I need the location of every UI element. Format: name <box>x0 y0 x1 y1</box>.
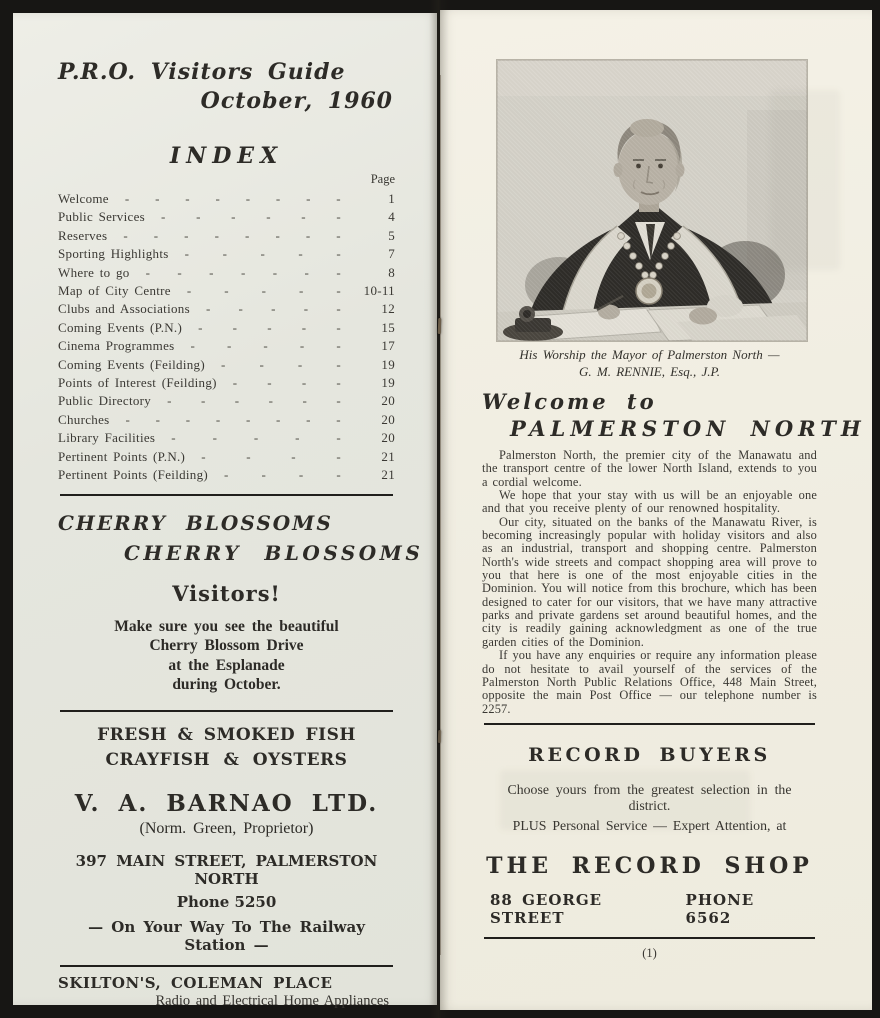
index-row <box>58 392 395 410</box>
cherry-ad-line: at the Esplanade <box>168 656 285 674</box>
index-dash-leader: - - - - - <box>198 319 341 335</box>
mayor-photo <box>497 60 807 341</box>
index-dash-leader: - - - - - <box>186 283 341 299</box>
index-row <box>58 208 395 226</box>
index-dash-leader: - - - - <box>201 448 341 464</box>
right-page <box>440 10 872 1010</box>
cherry-ad-line: Make sure you see the beautiful <box>114 617 339 635</box>
index-page-column-label: Page <box>370 172 395 186</box>
print-ghosting <box>500 770 750 830</box>
index-dash-leader: - - - - - <box>171 430 341 446</box>
barnao-company-name: V. A. BARNAO LTD. <box>74 789 379 817</box>
index-entry-page: 21 <box>381 467 395 483</box>
index-entry-page: 17 <box>381 338 395 354</box>
divider-rule <box>60 494 393 496</box>
index-entry-label: Sporting Highlights <box>58 246 169 262</box>
index-entry-label: Clubs and Associations <box>58 301 190 317</box>
index-dash-leader: - - - - - - - - <box>124 191 341 206</box>
index-entry-page: 10-11 <box>363 283 395 299</box>
index-row <box>58 227 395 245</box>
binding-crease <box>440 75 441 955</box>
index-row <box>58 356 395 374</box>
welcome-heading-line1: Welcome to <box>482 389 657 414</box>
index-entry-label: Coming Events (Feilding) <box>58 356 205 372</box>
record-shop-name: THE RECORD SHOP <box>486 853 813 880</box>
cherry-ad-line: during October. <box>172 676 281 693</box>
index-dash-leader: - - - - - <box>190 338 341 354</box>
index-heading: INDEX <box>169 143 284 169</box>
index-entry-page: 19 <box>381 356 395 372</box>
index-dash-leader: - - - - - <box>184 246 341 262</box>
index-entry-label: Where to go <box>58 264 130 280</box>
index-entry-page: 21 <box>381 448 395 464</box>
index-entry-label: Map of City Centre <box>58 283 171 299</box>
visitors-subheading: Visitors! <box>172 580 281 606</box>
barnao-product-line1: FRESH & SMOKED FISH <box>97 724 356 745</box>
index-entry-label: Welcome <box>58 191 109 206</box>
skiltons-description: Radio and Electrical Home Appliances <box>155 992 389 1009</box>
welcome-heading-line2: PALMERSTON NORTH <box>510 416 866 441</box>
record-shop-address-row <box>482 891 817 927</box>
index-row <box>58 411 395 429</box>
index-row <box>58 282 395 300</box>
skiltons-name: SKILTON'S, COLEMAN PLACE <box>58 973 333 992</box>
index-entry-page: 7 <box>388 246 395 262</box>
cherry-ad-line: Cherry Blossom Drive <box>149 637 304 654</box>
index-row <box>58 190 395 208</box>
index-entry-page: 12 <box>381 301 395 317</box>
guide-title-line2: October, 1960 <box>200 88 393 114</box>
index-entry-label: Pertinent Points (Feilding) <box>58 467 209 483</box>
index-entry-label: Public Services <box>58 209 146 225</box>
index-entry-page: 20 <box>381 411 395 427</box>
record-ad-line1: Choose yours from the greatest selection in the district. <box>507 781 792 814</box>
index-row <box>58 337 395 355</box>
welcome-paragraph: We hope that your stay with us will be an enjoyable one and that you receive plenty of our renowned hospitality. <box>482 488 817 516</box>
welcome-paragraph: If you have any enquiries or require any information please do not hesitate to avail yourself of the services of the Palmerston North Public Relations Office, 448 Main Street, opposite the main Post Office — our telephone number is 2257. <box>482 648 817 716</box>
record-shop-phone: PHONE 6562 <box>685 891 755 928</box>
index-entry-page: 19 <box>381 375 395 391</box>
cherry-blossoms-heading-1: CHERRY BLOSSOMS <box>58 510 333 535</box>
index-entry-label: Coming Events (P.N.) <box>58 319 183 335</box>
barnao-address: 397 MAIN STREET, PALMERSTON NORTH <box>75 851 378 888</box>
index-entry-label: Pertinent Points (P.N.) <box>58 448 186 464</box>
cherry-ad-body <box>58 617 395 695</box>
divider-rule <box>60 710 393 712</box>
index-entry-page: 20 <box>381 430 395 446</box>
index-row <box>58 448 395 466</box>
index-entry-page: 1 <box>388 191 395 206</box>
welcome-paragraph: Palmerston North, the premier city of the Manawatu and the transport centre of the lower North Island, extends to you a cordial welcome. <box>482 448 817 489</box>
index-dash-leader: - - - - - - <box>161 209 341 225</box>
index-row <box>58 245 395 263</box>
barnao-product-line2: CRAYFISH & OYSTERS <box>105 749 348 770</box>
index-row <box>58 300 395 318</box>
index-entry-page: 5 <box>388 227 395 243</box>
index-entry-label: Cinema Programmes <box>58 338 175 354</box>
index-row <box>58 319 395 337</box>
index-entry-label: Reserves <box>58 227 108 243</box>
index-entry-page: 4 <box>388 209 395 225</box>
staple <box>438 730 441 743</box>
divider-rule <box>484 937 815 939</box>
index-entry-page: 20 <box>381 393 395 409</box>
index-list <box>58 190 395 485</box>
page-binding-shadow <box>429 0 449 1018</box>
guide-title-line1: P.R.O. Visitors Guide <box>58 59 346 85</box>
barnao-phone: Phone 5250 <box>176 892 277 911</box>
index-entry-page: 15 <box>381 319 395 335</box>
welcome-paragraph: Our city, situated on the banks of the Manawatu River, is becoming increasingly popular with holiday visitors and also as an industrial, transport and shopping centre. Palmerston North's wide streets and compact shopping area will prove to you that here is one of the most enjoyable cities in the Dominion. You will notice from this brochure, which has been designed to cater for our visitors, that we have many attractive parks and private gardens set around beautiful homes, and the city is readily gaining acknowledgment as one of the true garden cities of the Dominion. <box>482 514 817 649</box>
index-dash-leader: - - - - <box>224 467 341 483</box>
left-page <box>13 13 437 1009</box>
index-dash-leader: - - - - <box>220 356 341 372</box>
index-entry-label: Public Directory <box>58 393 152 409</box>
divider-rule <box>484 723 815 725</box>
index-entry-label: Library Facilities <box>58 430 156 446</box>
cherry-blossoms-heading-2: CHERRY BLOSSOMS <box>124 540 424 565</box>
index-dash-leader: - - - - <box>232 375 341 391</box>
index-entry-label: Churches <box>58 411 110 427</box>
index-dash-leader: - - - - - - - <box>145 264 341 280</box>
index-dash-leader: - - - - - - - - <box>123 227 341 243</box>
welcome-paragraphs <box>482 449 817 716</box>
index-entry-page: 8 <box>388 264 395 280</box>
record-ad-line2: PLUS Personal Service — Expert Attention, at <box>512 817 787 833</box>
photo-caption-line2: G. M. RENNIE, Esq., J.P. <box>579 363 720 379</box>
index-entry-label: Points of Interest (Feilding) <box>58 375 217 391</box>
barnao-tagline: — On Your Way To The Railway Station — <box>88 917 365 954</box>
index-row <box>58 374 395 392</box>
index-dash-leader: - - - - - - <box>167 393 341 409</box>
photo-caption <box>482 347 817 380</box>
index-row <box>58 466 395 484</box>
index-row <box>58 429 395 447</box>
page-number: (1) <box>642 946 657 961</box>
photo-caption-line1: His Worship the Mayor of Palmerston North — <box>519 347 780 362</box>
index-dash-leader: - - - - - - - - <box>125 411 341 427</box>
mayor-photo-illustration <box>497 60 807 341</box>
barnao-proprietor: (Norm. Green, Proprietor) <box>139 819 314 837</box>
record-buyers-heading: RECORD BUYERS <box>528 743 771 766</box>
divider-rule <box>60 965 393 967</box>
index-dash-leader: - - - - - <box>205 301 341 317</box>
print-ghosting <box>770 90 840 270</box>
record-shop-street: 88 GEORGE STREET <box>490 891 603 928</box>
index-row <box>58 264 395 282</box>
staple <box>438 318 442 334</box>
